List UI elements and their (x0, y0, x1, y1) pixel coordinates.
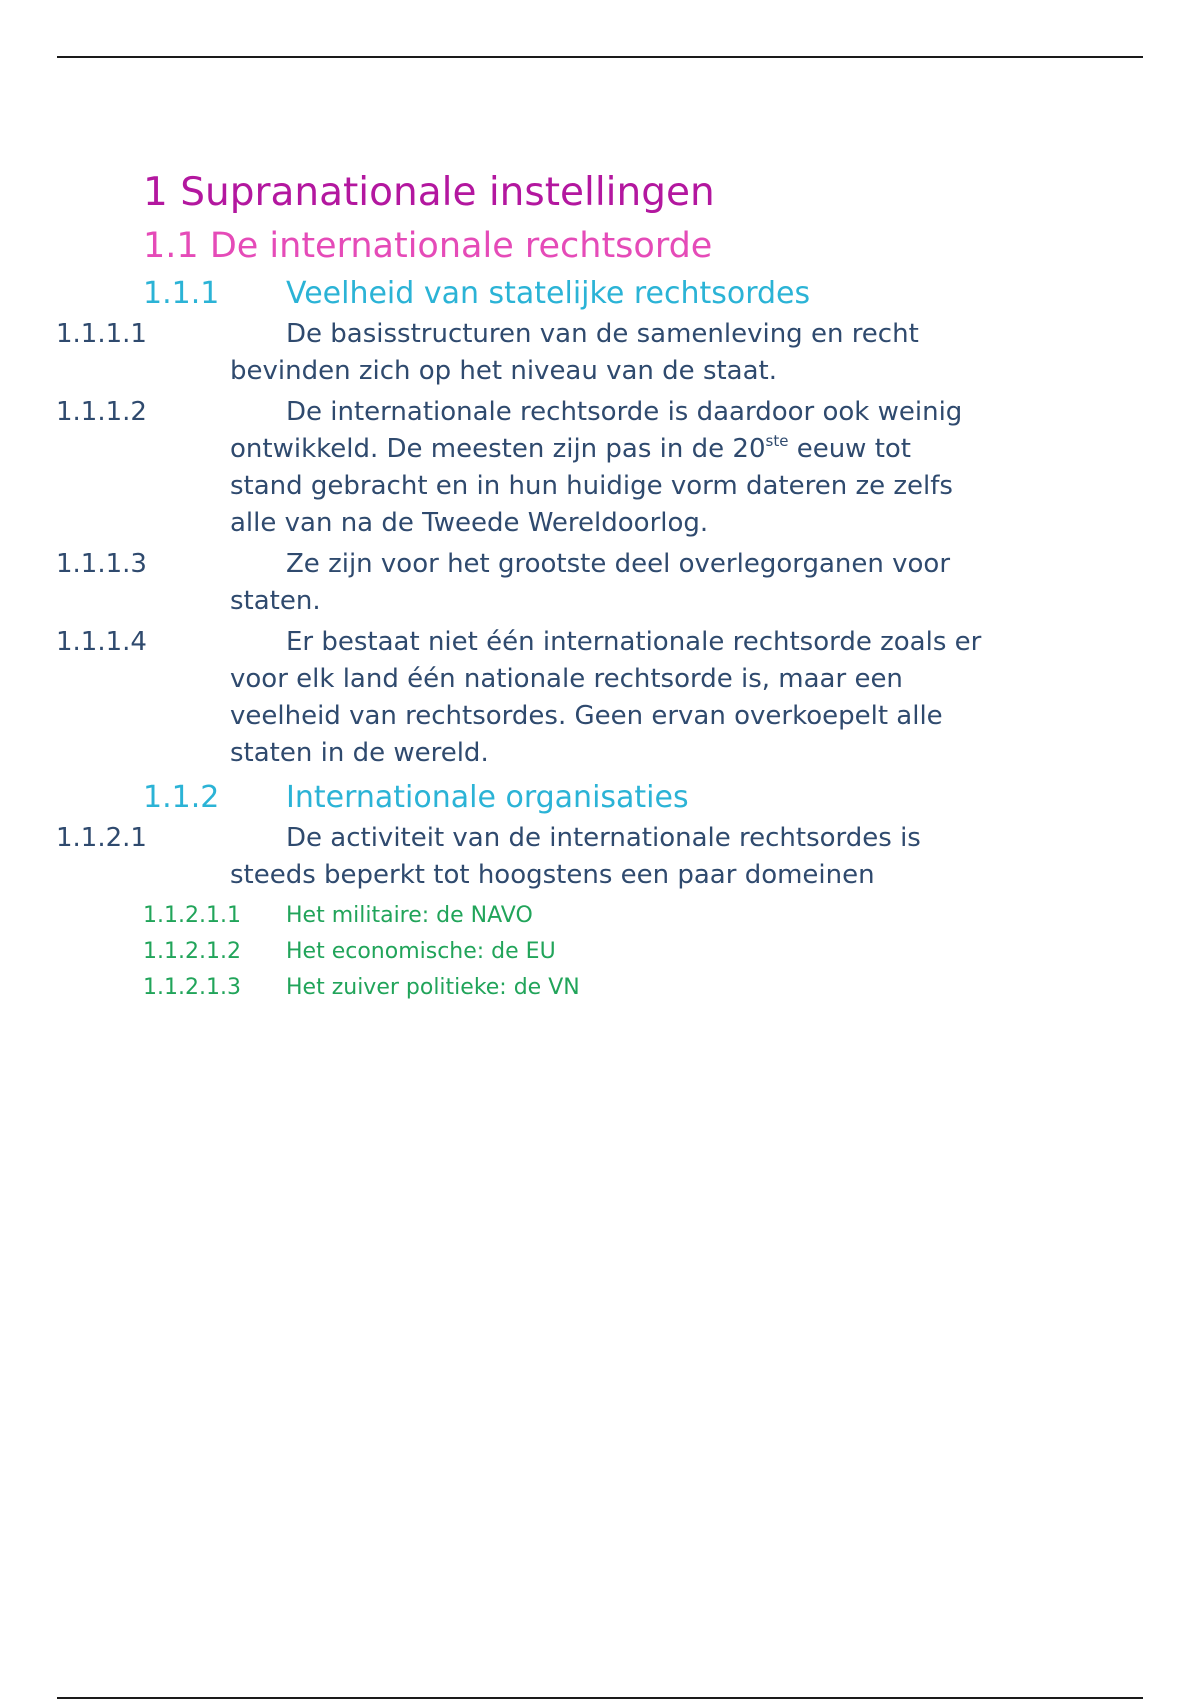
superscript: ste (765, 432, 789, 450)
paragraph-line: staten. (230, 586, 321, 616)
paragraph (56, 394, 1063, 542)
paragraph-number: 1.1.1.3 (56, 549, 147, 579)
list-item-number: 1.1.2.1.1 (143, 903, 241, 928)
paragraph-line: veelheid van rechtsordes. Geen ervan overkoepelt alle (230, 701, 943, 731)
paragraph-number: 1.1.1.4 (56, 627, 147, 657)
paragraph-line: stand gebracht en in hun huidige vorm dateren ze zelfs (230, 471, 953, 501)
heading-1-number: 1 (143, 170, 168, 215)
paragraph (56, 546, 1063, 620)
heading-2 (143, 222, 1063, 270)
heading-3 (143, 776, 1063, 820)
list-item-text: Het zuiver politieke: de VN (286, 975, 580, 1000)
list-item-number: 1.1.2.1.3 (143, 975, 241, 1000)
list-item (143, 970, 1063, 1006)
top-rule (57, 56, 1143, 58)
paragraph (56, 624, 1063, 772)
document-body (56, 166, 1063, 1006)
paragraph-line (230, 431, 1063, 468)
heading-3-title: Internationale organisaties (286, 780, 689, 815)
heading-1-title: Supranationale instellingen (180, 170, 715, 215)
paragraph-line: staten in de wereld. (230, 738, 489, 768)
paragraph-line: steeds beperkt tot hoogstens een paar domeinen (230, 860, 875, 890)
list-item-text: Het militaire: de NAVO (286, 903, 533, 928)
paragraph-number: 1.1.1.1 (56, 319, 147, 349)
heading-3-title: Veelheid van statelijke rechtsordes (286, 276, 811, 311)
heading-3-number: 1.1.2 (143, 780, 220, 815)
paragraph-text: eeuw tot (788, 434, 911, 464)
paragraph-line: alle van na de Tweede Wereldoorlog. (230, 508, 709, 538)
heading-1 (143, 166, 1063, 220)
paragraph-text: ontwikkeld. De meesten zijn pas in de 20 (230, 434, 766, 464)
paragraph-line: Ze zijn voor het grootste deel overlegorganen voor (286, 549, 951, 579)
heading-2-number: 1.1 (143, 226, 199, 266)
list-item-number: 1.1.2.1.2 (143, 939, 241, 964)
paragraph-line: De activiteit van de internationale rechtsordes is (286, 823, 921, 853)
paragraph (56, 316, 1063, 390)
heading-3-number: 1.1.1 (143, 276, 220, 311)
paragraph-line: De internationale rechtsorde is daardoor ook weinig (286, 397, 963, 427)
list-item (143, 934, 1063, 970)
heading-2-title: De internationale rechtsorde (209, 226, 713, 266)
paragraph (56, 820, 1063, 894)
paragraph-line: voor elk land één nationale rechtsorde is, maar een (230, 664, 903, 694)
paragraph-number: 1.1.1.2 (56, 397, 147, 427)
paragraph-line: De basisstructuren van de samenleving en recht (286, 319, 919, 349)
paragraph-line: bevinden zich op het niveau van de staat. (230, 356, 778, 386)
list-item (143, 898, 1063, 934)
heading-3 (143, 272, 1063, 316)
paragraph-number: 1.1.2.1 (56, 823, 147, 853)
bottom-rule (57, 1697, 1143, 1699)
paragraph-line: Er bestaat niet één internationale rechtsorde zoals er (286, 627, 982, 657)
list-item-text: Het economische: de EU (286, 939, 556, 964)
